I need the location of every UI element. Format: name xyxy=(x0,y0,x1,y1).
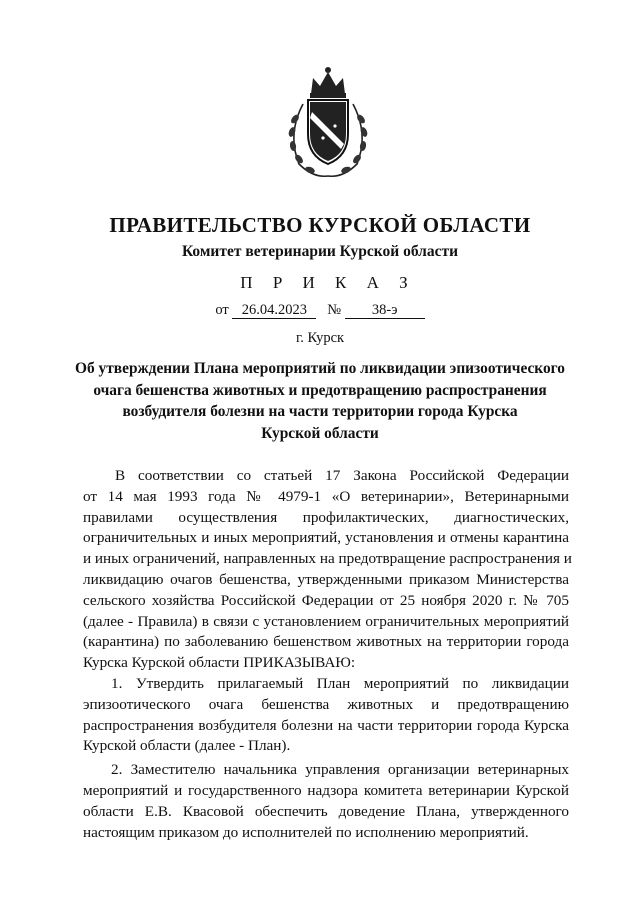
subject-line: Курской области xyxy=(261,424,379,442)
city: г. Курск xyxy=(295,330,345,346)
subject-line: возбудителя болезни на части территории города Курска xyxy=(122,403,518,420)
date-number-line xyxy=(0,302,640,319)
body-line: ограничительных и иных мероприятий, установления и отмены карантина xyxy=(83,529,569,547)
paragraph-preamble xyxy=(83,466,572,674)
paragraph-item-2 xyxy=(83,760,569,843)
subject-line: очага бешенства животных и предотвращению распространения xyxy=(93,381,547,399)
body-line: Курска Курской области ПРИКАЗЫВАЮ: xyxy=(83,654,356,672)
government-title: ПРАВИТЕЛЬСТВО КУРСКОЙ ОБЛАСТИ xyxy=(109,213,531,237)
document-type: П Р И К А З xyxy=(240,273,416,292)
coat-of-arms-emblem xyxy=(283,64,373,182)
date-prefix: от xyxy=(215,302,229,318)
document-number: 38-э xyxy=(345,302,425,319)
body-line: правилами осуществления профилактических, диагностических, xyxy=(83,508,569,526)
body-line: В соответствии со статьей 17 Закона Российской Федерации xyxy=(115,467,569,484)
body-line: от 14 мая 1993 года № 4979-1 «О ветеринарии», Ветеринарными xyxy=(83,487,569,505)
number-sign: № xyxy=(327,302,342,318)
body-line: мероприятий и государственного надзора комитета ветеринарии Курской xyxy=(83,781,569,799)
body-line: эпизоотического очага бешенства животных и предотвращению xyxy=(83,695,569,713)
body-line: настоящим приказом до исполнителей по исполнению мероприятий. xyxy=(83,823,529,841)
subject-line: Об утверждении Плана мероприятий по ликвидации эпизоотического xyxy=(75,360,565,377)
body-line: распространения возбудителя болезни на части территории города Курска xyxy=(83,716,569,734)
body-line: области Е.В. Квасовой обеспечить доведение Плана, утвержденного xyxy=(83,802,569,820)
paragraph-item-1 xyxy=(83,674,569,757)
body-line: (карантина) по заболеванию бешенством животных на территории города xyxy=(83,633,569,651)
document-date: 26.04.2023 xyxy=(232,302,316,319)
body-line: 1. Утвердить прилагаемый План мероприятий по ликвидации xyxy=(111,674,569,692)
body-line: Курской области (далее - План). xyxy=(83,737,291,755)
body-line: ликвидацию очагов бешенства, утвержденными приказом Министерства xyxy=(83,570,569,588)
body-line: (далее - Правила) в связи с установлением ограничительных мероприятий xyxy=(83,612,569,630)
committee-name: Комитет ветеринарии Курской области xyxy=(181,243,459,260)
document-subject xyxy=(70,358,570,444)
body-line: 2. Заместителю начальника управления организации ветеринарных xyxy=(111,761,569,779)
body-line: сельского хозяйства Российской Федерации от 25 ноября 2020 г. № 705 xyxy=(83,591,569,609)
body-line: и иных ограничений, направленных на предотвращение распространения и xyxy=(83,550,572,568)
document-body xyxy=(83,466,572,843)
